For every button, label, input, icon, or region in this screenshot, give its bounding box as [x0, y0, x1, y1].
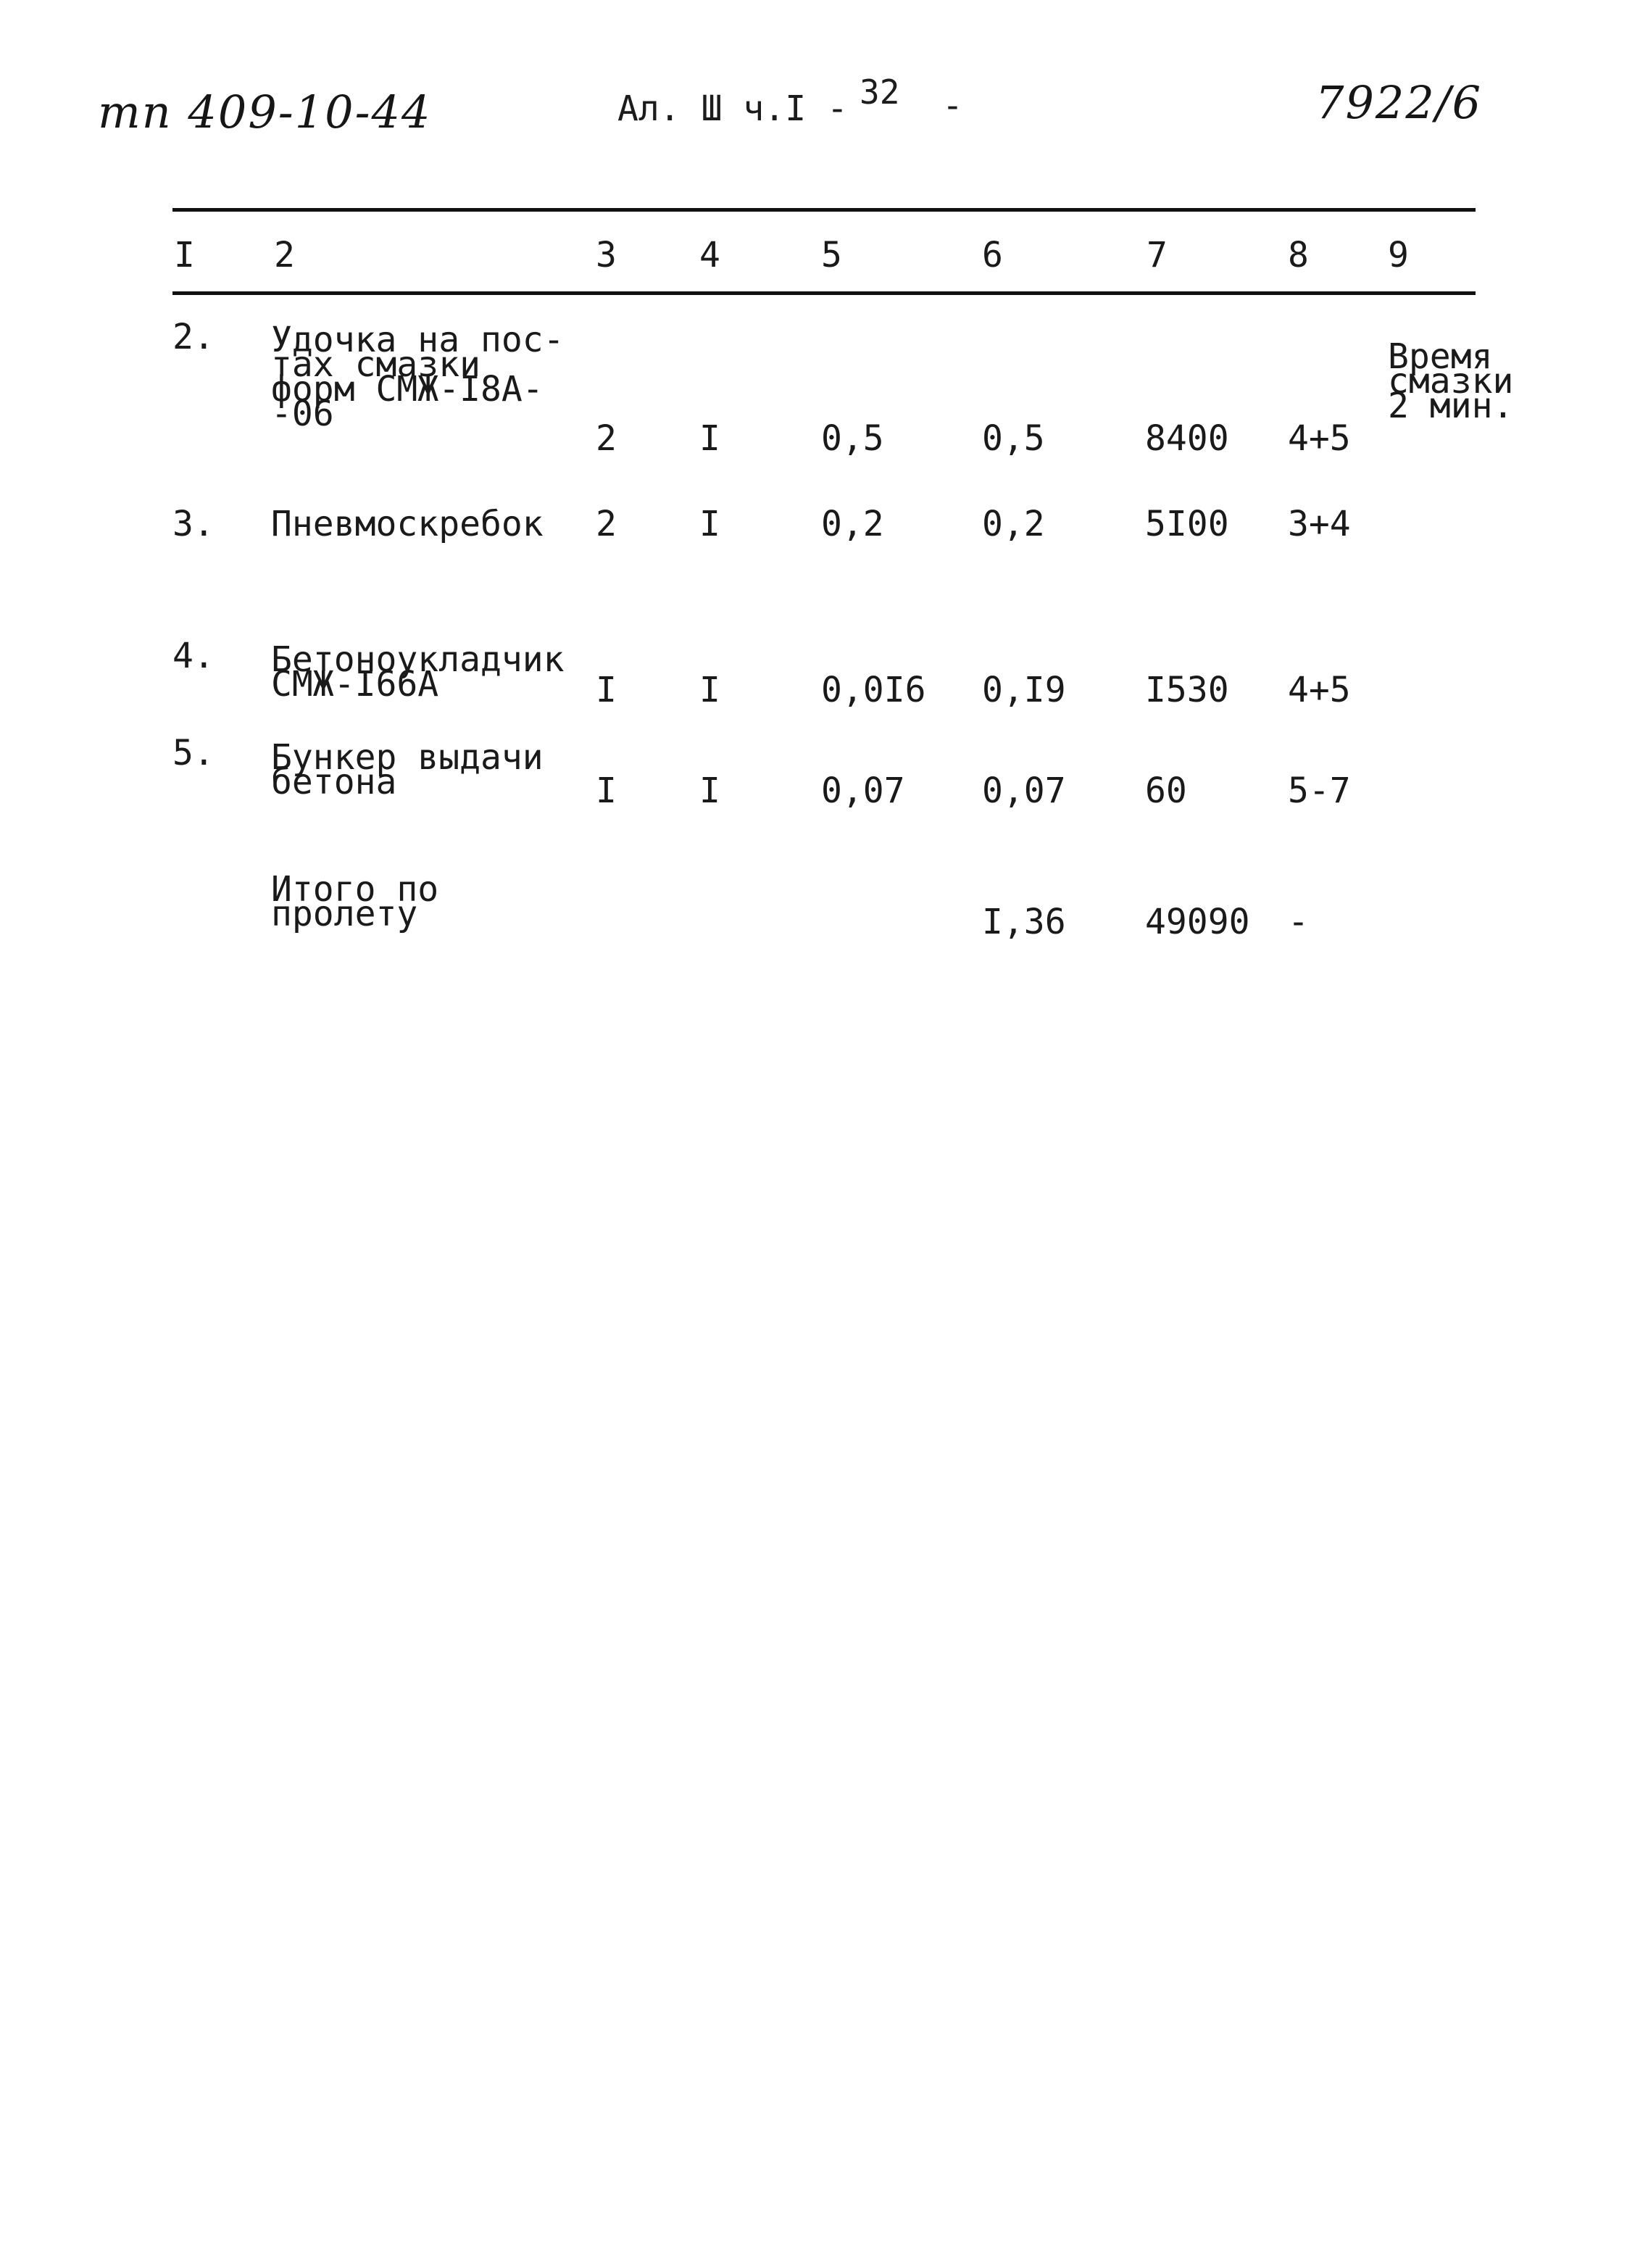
column-header-1: I	[174, 235, 195, 275]
equipment-name: Бункер выдачи бетона	[271, 737, 544, 802]
column-header-9: 9	[1388, 235, 1409, 275]
cell-col8: 5-7	[1288, 770, 1351, 811]
row-number: 2.	[172, 317, 215, 357]
row-number: 5.	[172, 733, 215, 773]
cell-col7: 60	[1145, 770, 1187, 811]
cell-col3: I	[596, 670, 617, 710]
equipment-name: Бетоноукладчик СМЖ-I66А	[271, 639, 565, 705]
cell-col6: 0,07	[982, 770, 1066, 811]
cell-col5: 0,0I6	[821, 670, 926, 710]
cell-col3: 2	[596, 504, 617, 544]
cell-col7: 5I00	[1145, 504, 1229, 544]
table-top-rule	[172, 208, 1476, 212]
cell-col5: 0,5	[821, 418, 884, 459]
total-col7: 49090	[1145, 902, 1250, 942]
table-header-rule	[172, 291, 1476, 295]
page-number: 32	[860, 72, 900, 112]
column-header-3: 3	[596, 235, 617, 275]
cell-col6: 0,2	[982, 504, 1045, 544]
total-col8: -	[1288, 902, 1309, 942]
equipment-name: Удочка на пос- тах смазки форм СМЖ-I8А- -06	[271, 320, 565, 434]
cell-col4: I	[699, 504, 720, 544]
cell-col8: 4+5	[1288, 418, 1351, 459]
column-header-5: 5	[821, 235, 842, 275]
archive-number: 7922/6	[1315, 76, 1483, 129]
column-header-8: 8	[1288, 235, 1309, 275]
album-reference: Ал. Ш ч.I -	[617, 88, 848, 129]
cell-col3: I	[596, 770, 617, 811]
cell-col4: I	[699, 418, 720, 459]
cell-col8: 4+5	[1288, 670, 1351, 710]
cell-col5: 0,07	[821, 770, 905, 811]
column-header-6: 6	[982, 235, 1003, 275]
row-number: 4.	[172, 636, 215, 676]
column-header-2: 2	[274, 235, 295, 275]
cell-col8: 3+4	[1288, 504, 1351, 544]
page-number-dash: -	[942, 86, 963, 126]
remark-note: Время смазки 2 мин.	[1388, 336, 1514, 426]
document-code: тп 409-10-44	[98, 86, 432, 138]
cell-col7: I530	[1145, 670, 1229, 710]
column-header-7: 7	[1147, 235, 1168, 275]
total-label: Итого по пролету	[271, 869, 439, 934]
cell-col4: I	[699, 770, 720, 811]
cell-col6: 0,I9	[982, 670, 1066, 710]
cell-col6: 0,5	[982, 418, 1045, 459]
cell-col4: I	[699, 670, 720, 710]
row-number: 3.	[172, 504, 215, 544]
total-col6: I,36	[982, 902, 1066, 942]
cell-col5: 0,2	[821, 504, 884, 544]
equipment-name: Пневмоскребок	[271, 504, 544, 544]
cell-col3: 2	[596, 418, 617, 459]
column-header-4: 4	[699, 235, 720, 275]
cell-col7: 8400	[1145, 418, 1229, 459]
